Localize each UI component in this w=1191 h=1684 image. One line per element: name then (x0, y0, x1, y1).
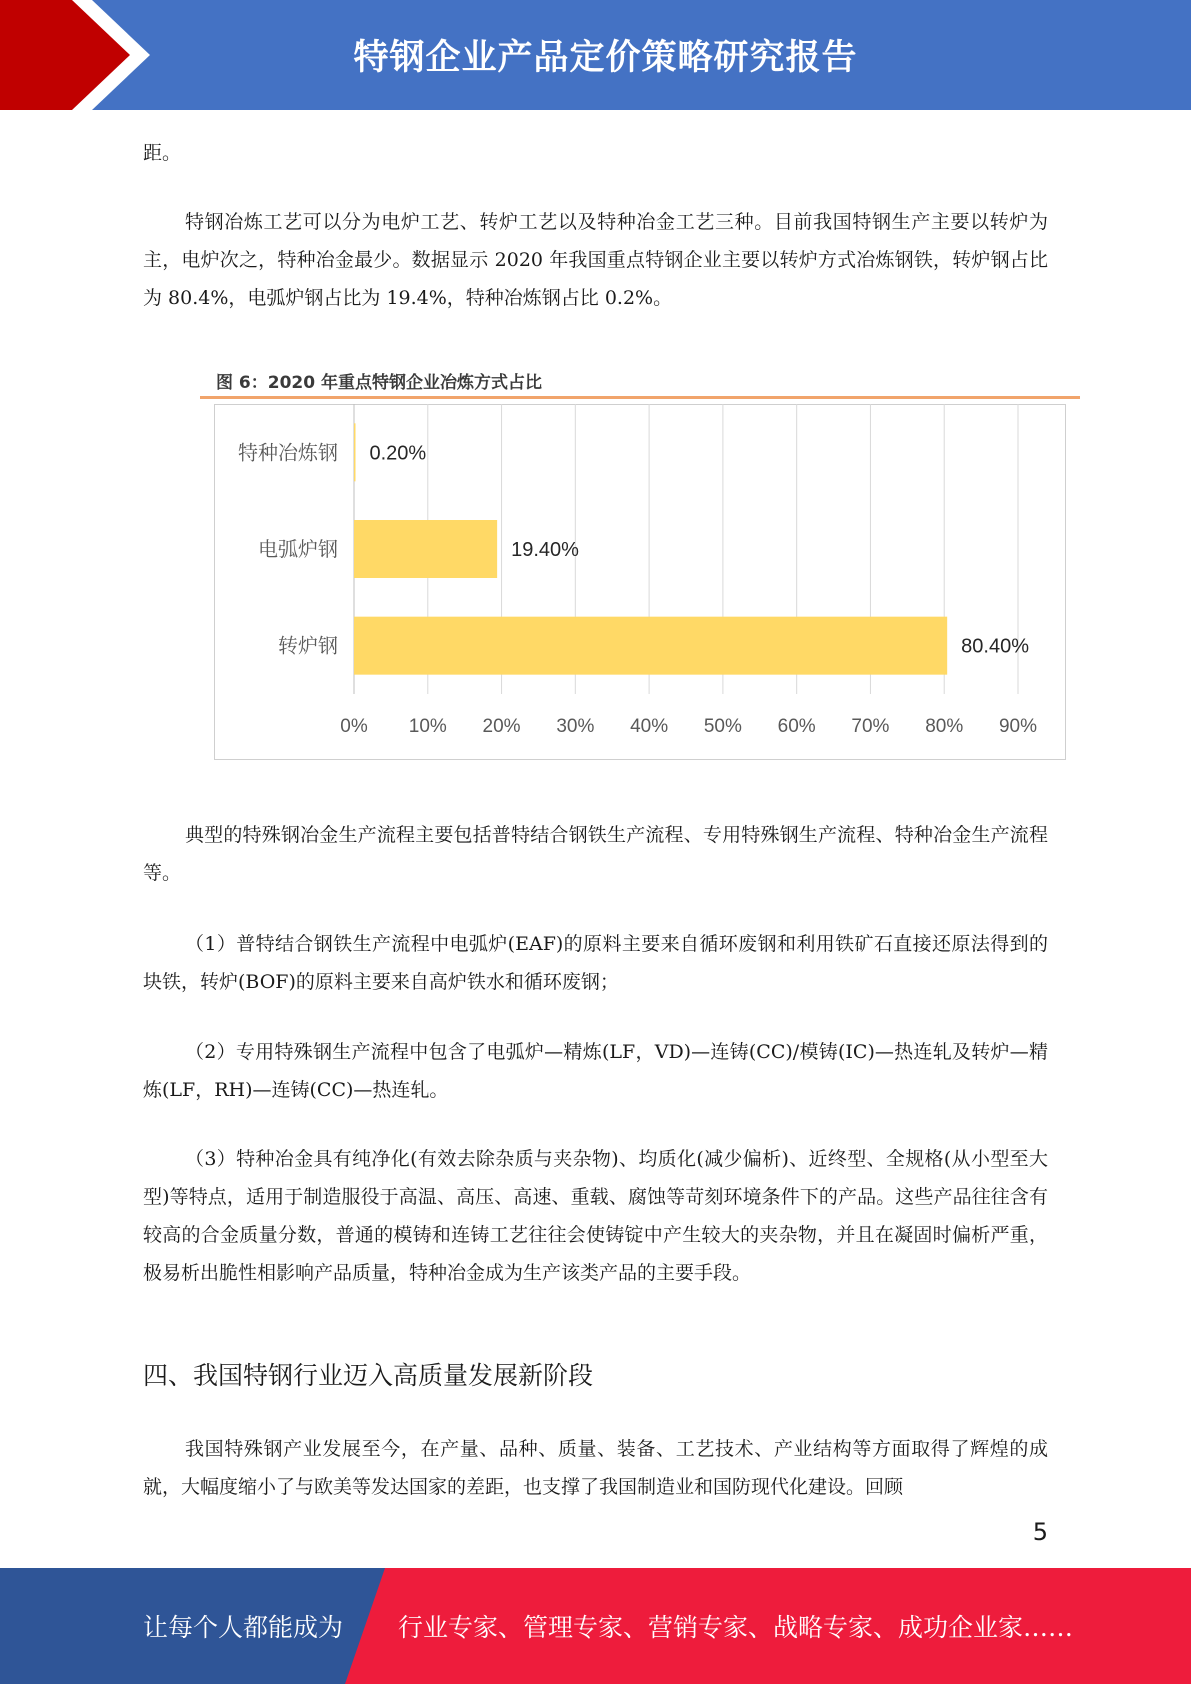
figure-caption: 图 6：2020 年重点特钢企业冶炼方式占比 (216, 373, 542, 393)
x-tick-label: 50% (703, 716, 742, 737)
x-tick-label: 0% (340, 716, 368, 737)
x-tick-label: 90% (998, 716, 1038, 737)
paragraph-industry-development: 我国特殊钢产业发展至今，在产量、品种、质量、装备、工艺技术、产业结构等方面取得了辉煌的成就，大幅度缩小了与欧美等发达国家的差距，也支撑了我国制造业和国防现代化建设。回顾 (143, 1438, 1048, 1498)
bar (354, 520, 497, 578)
smelting-share-figure (200, 352, 1080, 764)
x-tick-label: 10% (408, 716, 447, 737)
paragraph-item-3: （3）特种冶金具有纯净化(有效去除杂质与夹杂物)、均质化(减少偏析)、近终型、全规格(从小型至大型)等特点，适用于制造服役于高温、高压、高速、重载、腐蚀等苛刻环境条件下的产品。这些产品往往含有较高的合金质量分数，普通的模铸和连铸工艺往往会使铸锭中产生较大的夹杂物，并且在凝固时偏析严重，极易析出脆性相影响产品质量，特种冶金成为生产该类产品的主要手段。 (143, 1148, 1048, 1284)
data-label: 0.20% (369, 442, 427, 465)
x-tick-label: 40% (630, 716, 669, 737)
x-tick-label: 30% (556, 716, 595, 737)
paragraph-item-1: （1）普特结合钢铁生产流程中电弧炉(EAF)的原料主要来自循环废钢和利用铁矿石直接还原法得到的块铁，转炉(BOF)的原料主要来自高炉铁水和循环废钢； (143, 933, 1048, 993)
x-tick-label: 70% (851, 716, 890, 737)
data-label: 19.40% (511, 539, 579, 561)
data-label: 80.40% (961, 635, 1030, 658)
bar (354, 617, 947, 675)
bar (354, 423, 356, 481)
paragraph-typical-process: 典型的特殊钢冶金生产流程主要包括普特结合钢铁生产流程、专用特殊钢生产流程、特种冶金生产流程等。 (143, 824, 1048, 884)
x-tick-label: 20% (482, 716, 521, 737)
footer-slogan-right: 行业专家、管理专家、营销专家、战略专家、成功企业家…… (398, 1613, 1074, 1642)
paragraph-item-2: （2）专用特殊钢生产流程中包含了电弧炉—精炼(LF，VD)—连铸(CC)/模铸(IC)—热连轧及转炉—精炼(LF，RH)—连铸(CC)—热连轧。 (143, 1041, 1048, 1101)
page-header (0, 0, 1191, 110)
paragraph-smelting-process: 特钢冶炼工艺可以分为电炉工艺、转炉工艺以及特种冶金工艺三种。目前我国特钢生产主要以转炉为主，电炉次之，特种冶金最少。数据显示 2020 年我国重点特钢企业主要以转炉方式冶炼钢铁，转炉钢占比为 80.4%，电弧炉钢占比为 19.4%，特种冶炼钢占比 0.2%。 (143, 211, 1048, 309)
category-label: 特种冶炼钢 (238, 442, 338, 465)
footer-slogan-left: 让每个人都能成为 (143, 1613, 344, 1642)
category-label: 电弧炉钢 (258, 539, 338, 561)
paragraph-continuation: 距。 (143, 142, 182, 164)
page-number: 5 (1032, 1518, 1048, 1546)
page-footer (0, 1568, 1191, 1684)
x-tick-label: 60% (777, 716, 816, 737)
bar-chart (200, 352, 1080, 764)
section-heading: 四、我国特钢行业迈入高质量发展新阶段 (143, 1361, 594, 1390)
x-tick-label: 80% (925, 716, 964, 737)
report-title: 特钢企业产品定价策略研究报告 (353, 38, 858, 78)
category-label: 转炉钢 (278, 635, 338, 658)
